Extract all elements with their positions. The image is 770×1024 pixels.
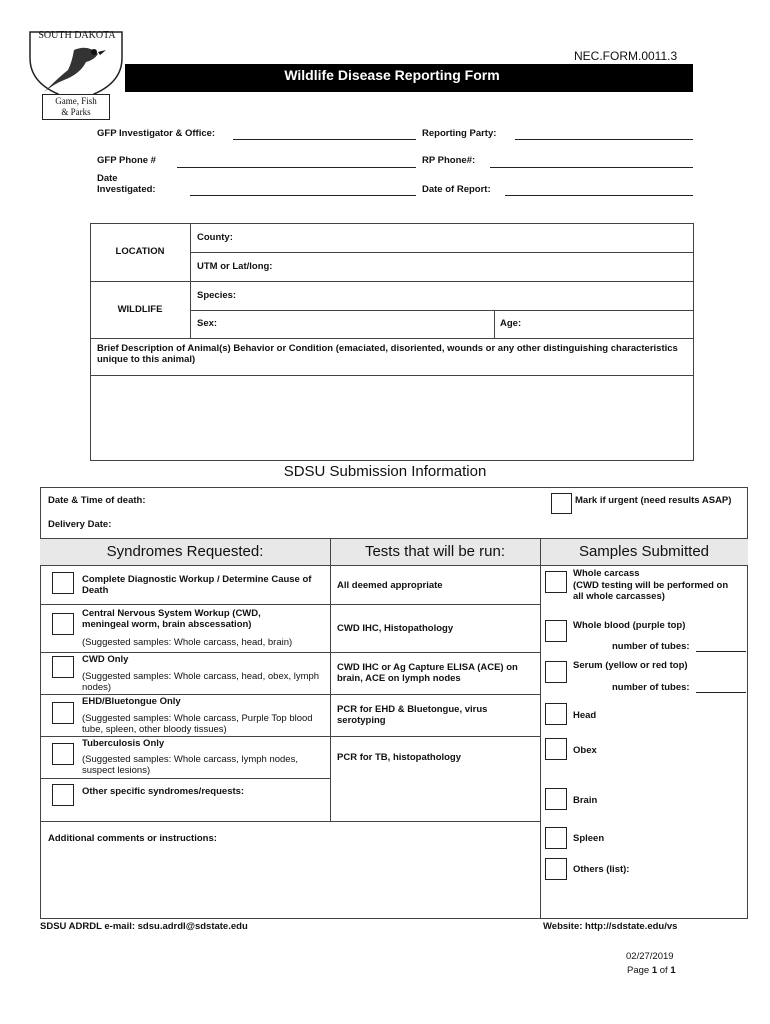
table-divider (190, 252, 694, 253)
reporting-party-input[interactable] (515, 139, 693, 140)
test-text: CWD IHC, Histopathology (337, 623, 454, 634)
test-text: CWD IHC or Ag Capture ELISA (ACE) on brain, ACE on lymph nodes (337, 662, 518, 684)
sample-checkbox-head[interactable] (545, 703, 567, 725)
samples-header: Samples Submitted (540, 538, 748, 566)
syndrome-note: (Suggested samples: Whole carcass, lymph nodes, suspect lesions) (82, 754, 298, 776)
table-divider (540, 538, 541, 919)
investigator-input[interactable] (233, 139, 416, 140)
table-divider (40, 778, 330, 779)
date-time-death-label: Date & Time of death: (48, 495, 146, 506)
table-divider (190, 310, 694, 311)
species-field[interactable]: Species: (197, 290, 237, 301)
date-investigated-label-1: Date (97, 173, 118, 184)
sample-checkbox-brain[interactable] (545, 788, 567, 810)
location-label: LOCATION (115, 246, 165, 257)
reporting-party-label: Reporting Party: (422, 128, 497, 139)
page-prefix: Page (627, 965, 652, 976)
syndrome-checkbox[interactable] (52, 572, 74, 594)
test-text: All deemed appropriate (337, 580, 443, 591)
table-divider (40, 604, 540, 605)
sample-brain: Brain (573, 795, 598, 806)
footer-email: SDSU ADRDL e-mail: sdsu.adrdl@sdstate.edu (40, 921, 248, 932)
sample-checkbox-spleen[interactable] (545, 827, 567, 849)
gfp-logo (24, 22, 128, 122)
syndrome-checkbox[interactable] (52, 702, 74, 724)
page-of: of (657, 965, 671, 976)
sample-whole-blood: Whole blood (purple top) (573, 620, 686, 631)
serum-tubes-label: number of tubes: (612, 682, 690, 693)
form-number: NEC.FORM.0011.3 (574, 49, 678, 63)
logo-agency-box (42, 94, 110, 120)
footer-page (627, 965, 676, 976)
sdsu-title: SDSU Submission Information (283, 463, 487, 480)
gfp-phone-label: GFP Phone # (97, 155, 156, 166)
table-divider (40, 736, 540, 737)
sample-checkbox-whole-blood[interactable] (545, 620, 567, 642)
test-text: PCR for EHD & Bluetongue, virus serotyping (337, 704, 488, 726)
urgent-label: Mark if urgent (need results ASAP) (575, 495, 732, 506)
sex-field[interactable]: Sex: (197, 318, 218, 329)
syndrome-title: EHD/Bluetongue Only (82, 696, 181, 707)
tests-header: Tests that will be run: (330, 538, 540, 566)
syndromes-header: Syndromes Requested: (40, 538, 330, 566)
logo-state-text: SOUTH DAKOTA (38, 30, 116, 41)
syndrome-title: CWD Only (82, 654, 129, 665)
urgent-checkbox[interactable] (551, 493, 572, 514)
age-field[interactable]: Age: (500, 318, 522, 329)
table-divider (90, 338, 694, 339)
date-investigated-label-2: Investigated: (97, 184, 156, 195)
syndrome-note: (Suggested samples: Whole carcass, head, obex, lymph nodes) (82, 671, 320, 693)
table-divider (494, 310, 495, 338)
footer-date: 02/27/2019 (626, 951, 674, 962)
logo-agency-line2: & Parks (61, 107, 91, 117)
form-title: Wildlife Disease Reporting Form (284, 67, 500, 83)
utm-field[interactable]: UTM or Lat/long: (197, 261, 273, 272)
syndrome-note: (Suggested samples: Whole carcass, head, brain) (82, 637, 293, 648)
table-divider (40, 821, 540, 822)
syndrome-title: Other specific syndromes/requests: (82, 786, 245, 797)
gfp-phone-input[interactable] (177, 167, 416, 168)
page-number: 1 (651, 965, 658, 976)
wildlife-label: WILDLIFE (117, 304, 163, 315)
table-divider (330, 538, 331, 821)
footer-website: Website: http://sdstate.edu/vs (543, 921, 678, 932)
test-text: PCR for TB, histopathology (337, 752, 462, 763)
date-investigated-input[interactable] (190, 195, 416, 196)
delivery-date-label: Delivery Date: (48, 519, 112, 530)
sample-serum: Serum (yellow or red top) (573, 660, 688, 671)
investigator-label: GFP Investigator & Office: (97, 128, 216, 139)
sample-checkbox-whole-carcass[interactable] (545, 571, 567, 593)
table-divider (90, 281, 694, 282)
whole-blood-tubes-label: number of tubes: (612, 641, 690, 652)
whole-blood-tubes-input[interactable] (696, 651, 746, 652)
rp-phone-input[interactable] (490, 167, 693, 168)
description-label: Brief Description of Animal(s) Behavior or Condition (emaciated, disoriented, wounds or any other distinguishing characteristics unique to this animal) (97, 343, 678, 365)
additional-comments-input[interactable] (41, 848, 539, 918)
description-input[interactable] (91, 376, 693, 460)
table-divider (40, 694, 540, 695)
sample-whole-carcass: Whole carcass (573, 568, 640, 579)
page-total: 1 (670, 965, 676, 976)
syndrome-checkbox[interactable] (52, 656, 74, 678)
date-of-report-input[interactable] (505, 195, 693, 196)
sample-checkbox-obex[interactable] (545, 738, 567, 760)
syndrome-title: Central Nervous System Workup (CWD, meningeal worm, brain abscessation) (82, 608, 261, 630)
county-field[interactable]: County: (197, 232, 233, 243)
date-of-report-label: Date of Report: (422, 184, 491, 195)
sample-head: Head (573, 710, 597, 721)
syndrome-title: Complete Diagnostic Workup / Determine Cause of Death (82, 574, 312, 596)
serum-tubes-input[interactable] (696, 692, 746, 693)
sample-checkbox-serum[interactable] (545, 661, 567, 683)
sample-others: Others (list): (573, 864, 630, 875)
sample-checkbox-others[interactable] (545, 858, 567, 880)
additional-comments-label: Additional comments or instructions: (48, 833, 217, 844)
syndrome-title: Tuberculosis Only (82, 738, 165, 749)
sample-spleen: Spleen (573, 833, 605, 844)
rp-phone-label: RP Phone#: (422, 155, 476, 166)
syndrome-checkbox[interactable] (52, 743, 74, 765)
sample-obex: Obex (573, 745, 597, 756)
syndrome-note: (Suggested samples: Whole carcass, Purple Top blood tube, spleen, other bloody tissues) (82, 713, 313, 735)
sample-whole-carcass-note: (CWD testing will be performed on all whole carcasses) (573, 580, 729, 602)
syndrome-checkbox[interactable] (52, 784, 74, 806)
logo-agency-line1: Game, Fish (55, 96, 97, 106)
syndrome-checkbox[interactable] (52, 613, 74, 635)
table-divider (40, 652, 540, 653)
